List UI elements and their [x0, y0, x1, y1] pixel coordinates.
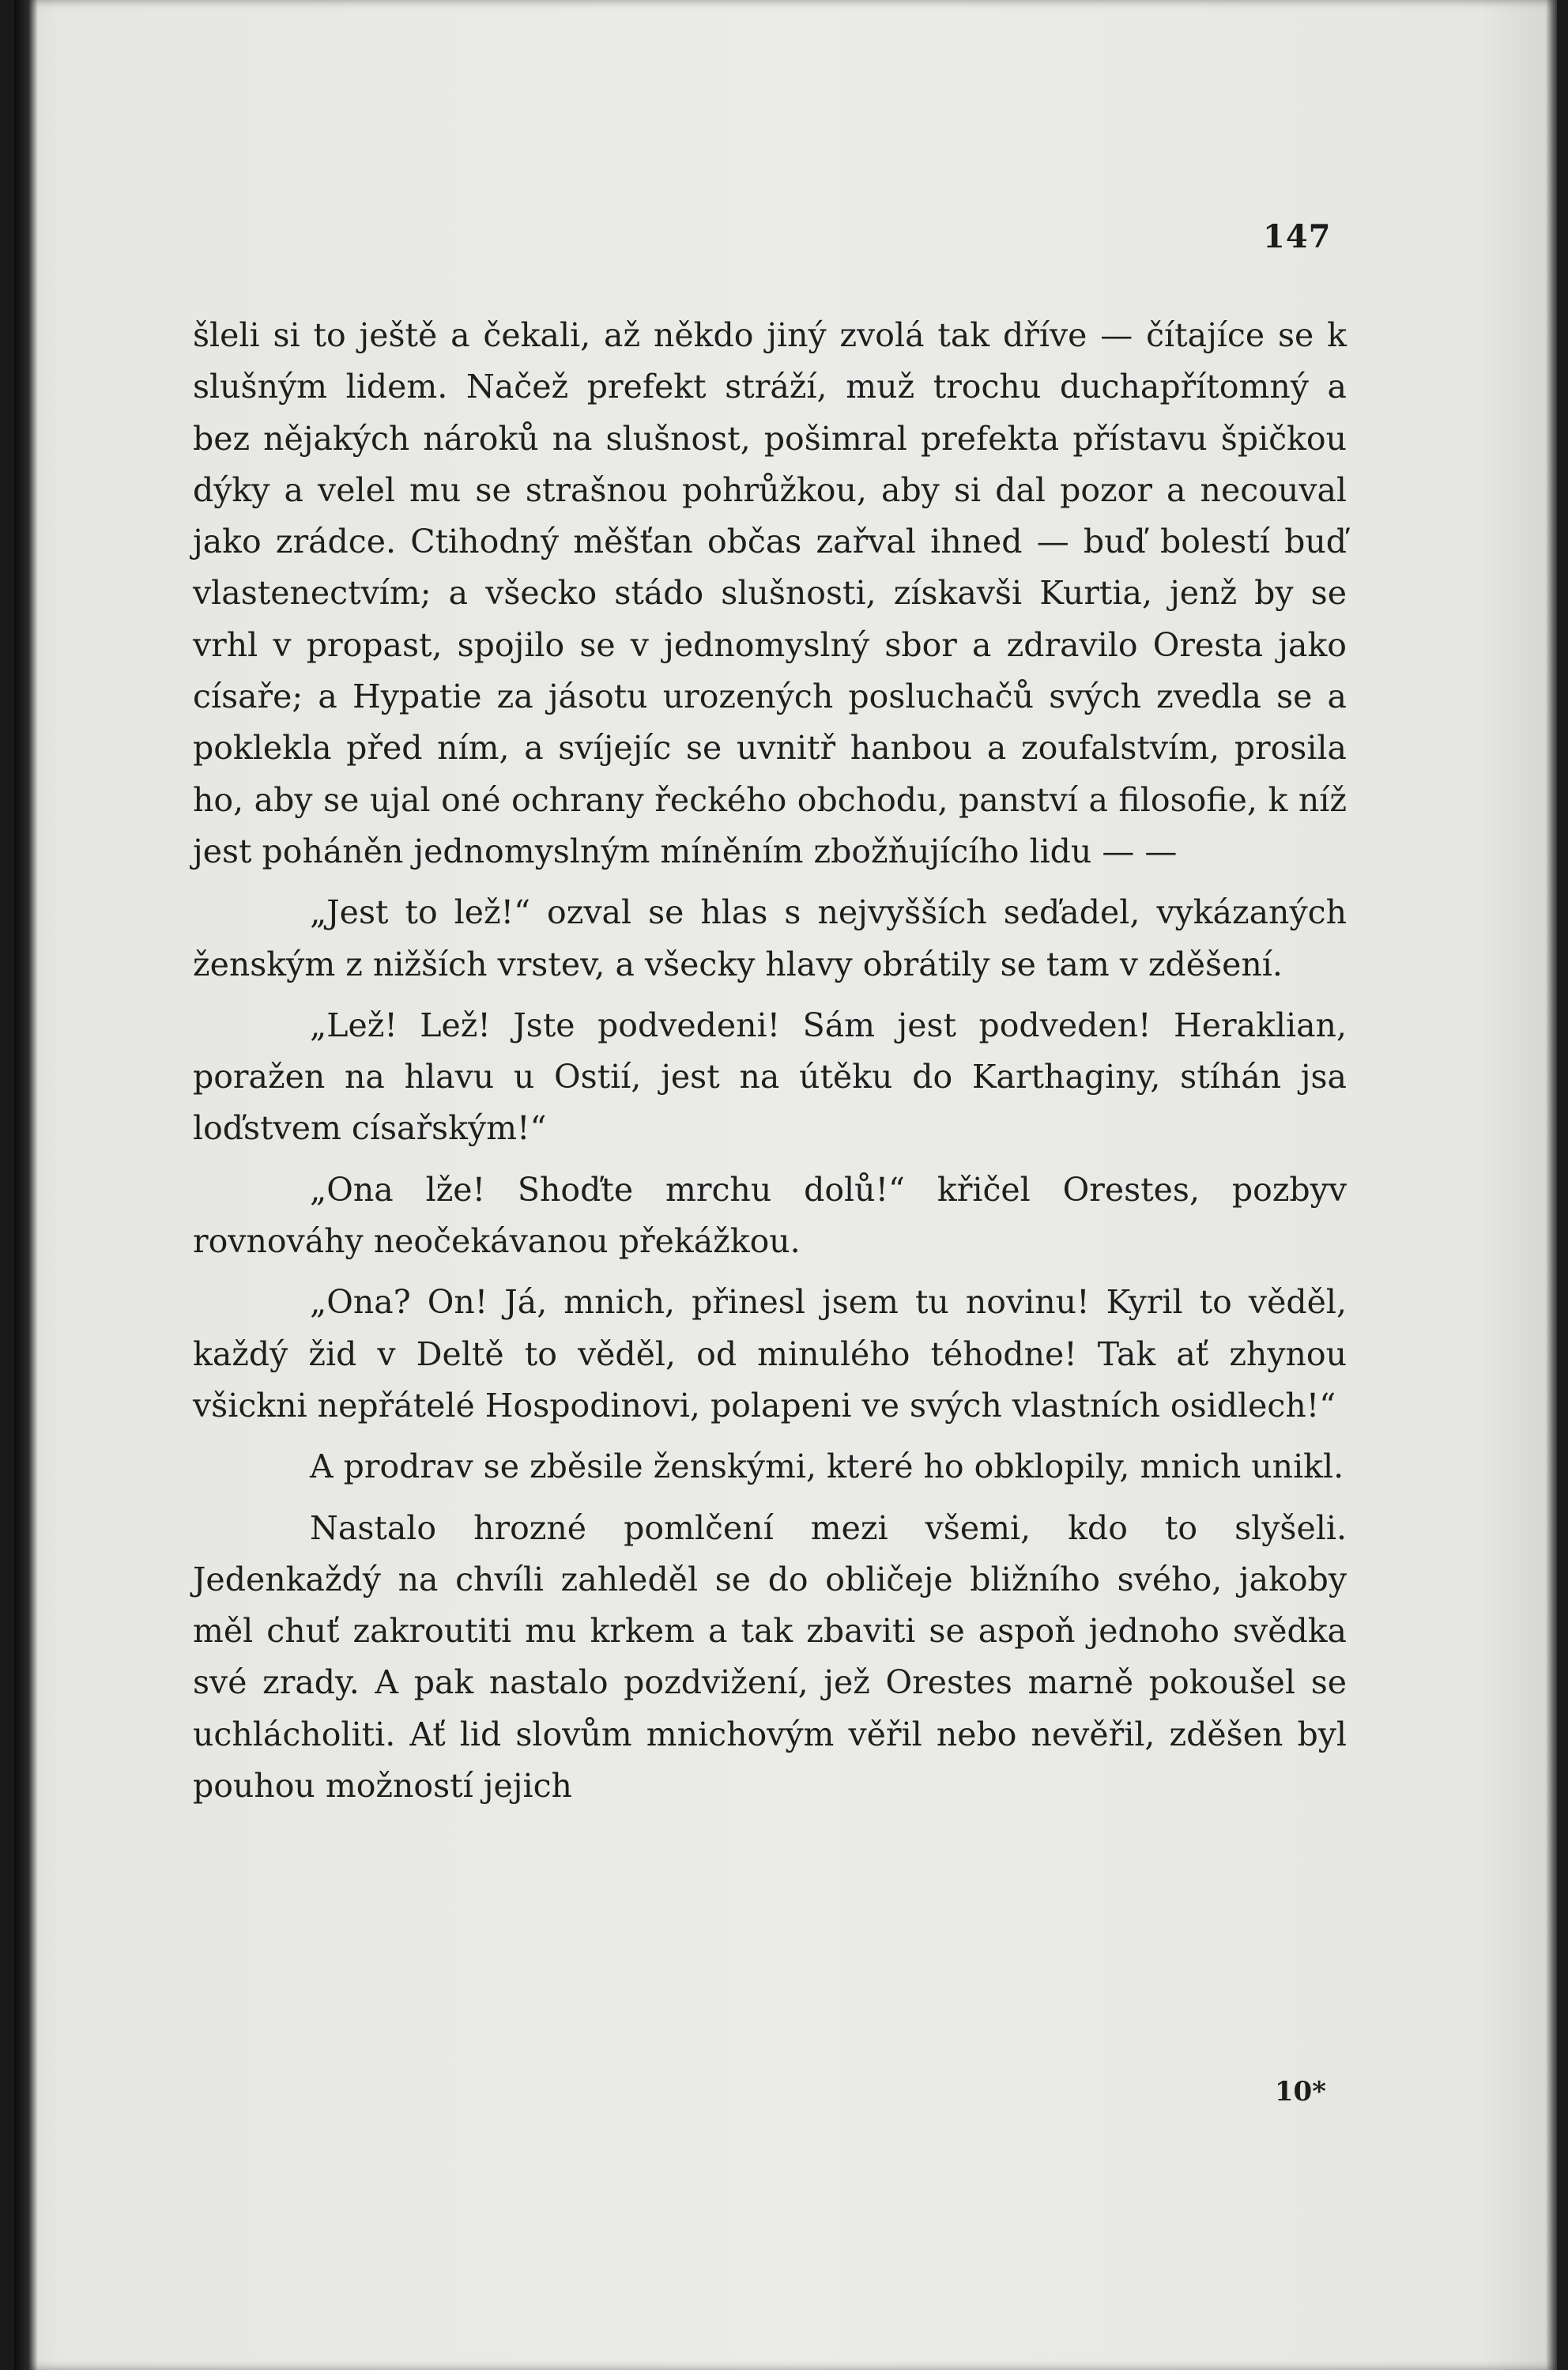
paragraph-3: „Lež! Lež! Jste podvedeni! Sám jest podveden! Heraklian, poražen na hlavu u Ostií, jest na útěku do Karthaginy, stíhán jsa loďstvem císařským!“	[193, 1006, 1347, 1148]
paragraph-6: A prodrav se zběsile ženskými, které ho obklopily, mnich unikl.	[310, 1447, 1344, 1486]
paragraph-4: „Ona lže! Shoďte mrchu dolů!“ křičel Orestes, pozbyv rovnováhy neočekávanou překážkou.	[193, 1170, 1347, 1261]
page-edge-shadow	[1546, 0, 1557, 2370]
paragraph-7: Nastalo hrozné pomlčení mezi všemi, kdo to slyšeli. Jedenkaždý na chvíli zahleděl se do obličeje bližního svého, jakoby měl chuť zakroutiti mu krkem a tak zbaviti se aspoň jednoho svědka své zrady. A pak nastalo pozdvižení, jež Orestes marně pokoušel se uchlácholiti. Ať lid slovům mnichovým věřil nebo nevěřil, zděšen byl pouhou možností jejich	[193, 1508, 1347, 1806]
paragraph-1: šleli si to ještě a čekali, až někdo jiný zvolá tak dříve — čítajíce se k slušným lidem. Načež prefekt stráží, muž trochu duchapřítomný a bez nějakých nároků na slušnost, pošimral prefekta přístavu špičkou dýky a velel mu se strašnou pohrůžkou, aby si dal pozor a necouval jako zrádce. Ctihodný měšťan občas zařval ihned — buď bolestí buď vlastenectvím; a všecko stádo slušnosti, získavši Kurtia, jenž by se vrhl v propast, spojilo se v jednomyslný sbor a zdravilo Oresta jako císaře; a Hypatie za jásotu urozených posluchačů svých zvedla se a poklekla před ním, a svíjejíc se uvnitř hanbou a zoufalstvím, prosila ho, aby se ujal oné ochrany řeckého obchodu, panství a filosofie, k níž jest poháněn jednomyslným míněním zbožňujícího lidu — —	[193, 316, 1347, 870]
signature-mark: 10*	[1274, 2076, 1326, 2108]
page-number: 147	[1263, 218, 1332, 255]
book-page	[14, 0, 1557, 2370]
spine-shadow	[14, 0, 38, 2370]
paragraph-5: „Ona? On! Já, mnich, přinesl jsem tu novinu! Kyril to věděl, každý žid v Deltě to věděl, od minulého téhodne! Tak ať zhynou všickni nepřátelé Hospodinovi, polapeni ve svých vlastních osidlech!“	[193, 1283, 1347, 1425]
paragraph-2: „Jest to lež!“ ozval se hlas s nejvyšších seďadel, vykázaných ženským z nižších vrstev, a všecky hlavy obrátily se tam v zděšení.	[193, 893, 1347, 983]
body-text	[193, 310, 1347, 1812]
